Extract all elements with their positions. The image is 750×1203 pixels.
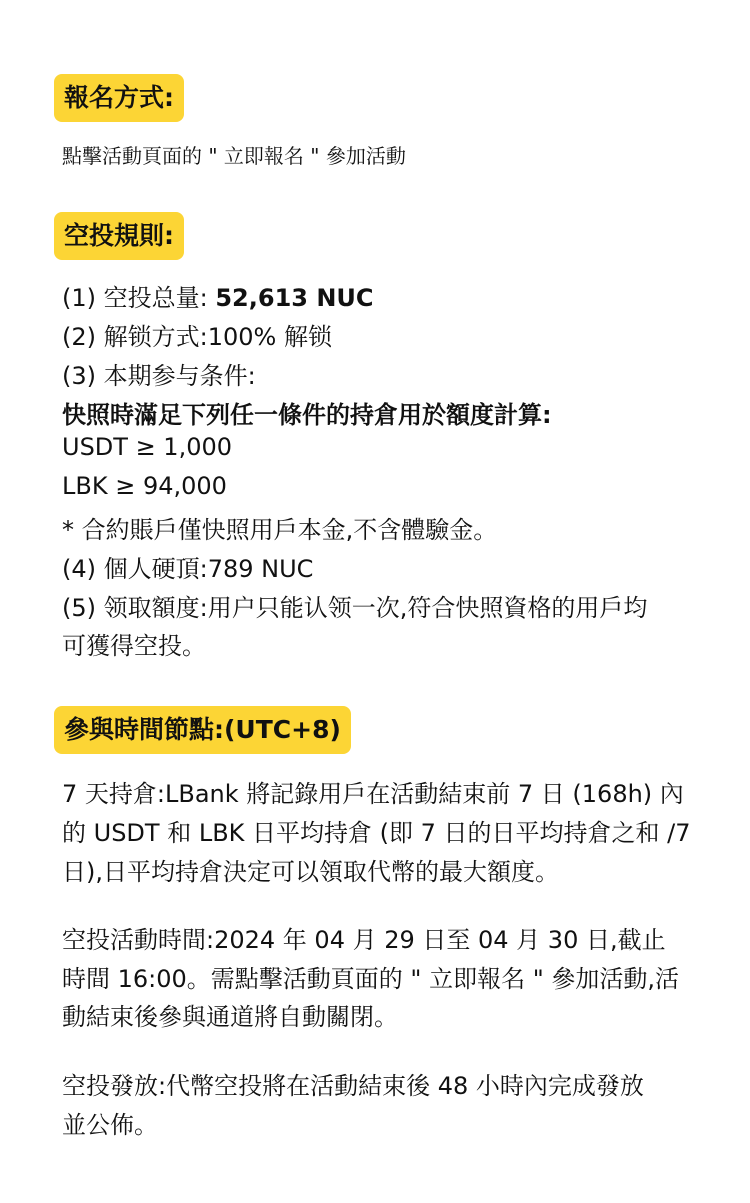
airdrop-period-line2: 時間 16:00。需點擊活動頁面的 " 立即報名 " 參加活動,活 xyxy=(62,965,680,993)
airdrop-period-line3: 動結束後參與通道將自動關閉。 xyxy=(62,1003,398,1031)
holding-period-line2: 的 USDT 和 LBK 日平均持倉 (即 7 日的日平均持倉之和 /7 xyxy=(62,819,691,847)
airdrop-rules-heading: 空投規則: xyxy=(54,212,184,260)
holding-period-line1: 7 天持倉:LBank 將記錄用戶在活動結束前 7 日 (168h) 內 xyxy=(62,780,684,808)
usdt-condition: USDT ≥ 1,000 xyxy=(62,433,233,461)
unlock-method: (2) 解锁方式:100% 解锁 xyxy=(62,323,332,351)
claim-limit-line1: (5) 领取額度:用户只能认领一次,符合快照資格的用戶均 xyxy=(62,594,648,622)
timeline-heading: 參與時間節點:(UTC+8) xyxy=(54,706,351,754)
airdrop-period-line1: 空投活動時間:2024 年 04 月 29 日至 04 月 30 日,截止 xyxy=(62,926,666,954)
participation-conditions: (3) 本期参与条件: xyxy=(62,362,256,390)
airdrop-total-value: 52,613 NUC xyxy=(215,284,374,312)
claim-limit-line2: 可獲得空投。 xyxy=(62,632,206,660)
distribution-line1: 空投發放:代幣空投將在活動結束後 48 小時內完成發放 xyxy=(62,1072,644,1100)
registration-heading: 報名方式: xyxy=(54,74,184,122)
lbk-condition: LBK ≥ 94,000 xyxy=(62,472,227,500)
snapshot-rule: 快照時滿足下列任一條件的持倉用於額度計算: xyxy=(62,401,552,429)
holding-period-line3: 日),日平均持倉決定可以領取代幣的最大額度。 xyxy=(62,858,559,886)
registration-text: 點擊活動頁面的 " 立即報名 " 參加活動 xyxy=(62,144,406,168)
contract-account-note: * 合約賬戶僅快照用戶本金,不含體驗金。 xyxy=(62,516,498,544)
airdrop-total-label: (1) 空投总量: xyxy=(62,284,208,312)
airdrop-total-line xyxy=(62,278,374,313)
distribution-line2: 並公佈。 xyxy=(62,1111,158,1139)
personal-hard-cap: (4) 個人硬頂:789 NUC xyxy=(62,555,314,583)
